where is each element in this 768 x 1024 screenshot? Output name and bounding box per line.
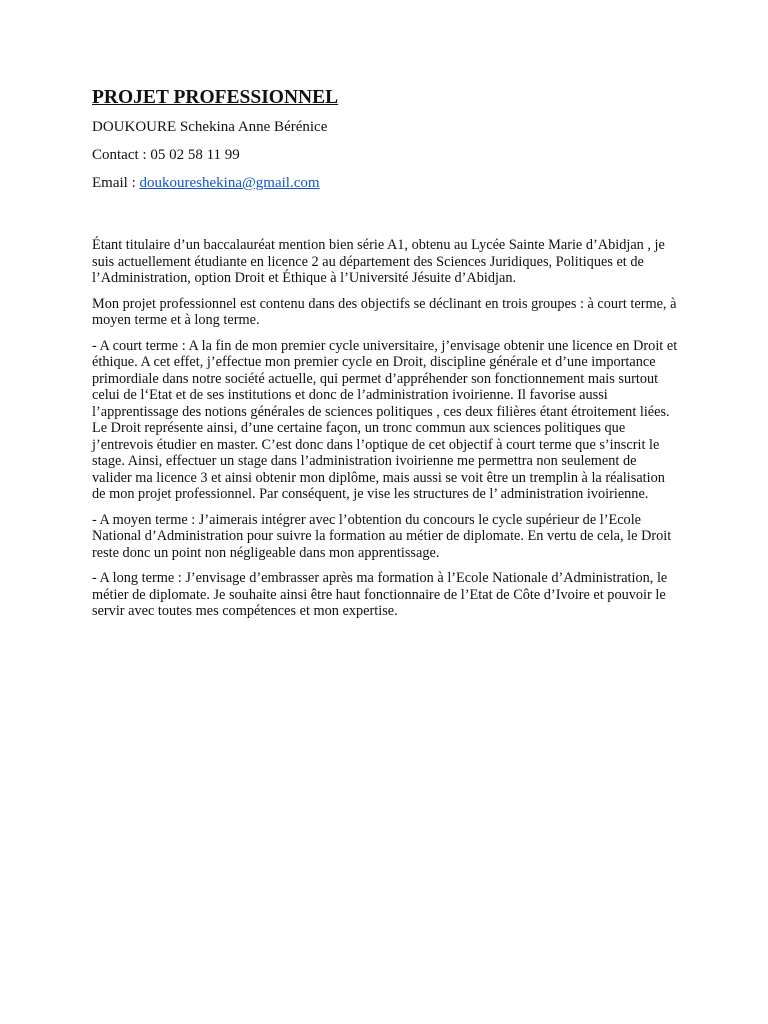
paragraph-long-term: - A long terme : J’envisage d’embrasser après ma formation à l’Ecole Nationale d’Administration, le métier de diplomate. Je souhaite ainsi être haut fonctionnaire de l’Etat de Côte d’Ivoire et pouvoir le servir avec toutes mes compétences et mon expertise.	[92, 570, 668, 619]
email-label: Email :	[92, 175, 140, 191]
document-page	[92, 86, 678, 629]
paragraph-objectives: Mon projet professionnel est contenu dans des objectifs se déclinant en trois groupes : à court terme, à moyen terme et à long terme.	[92, 295, 677, 328]
author-name: DOUKOURE Schekina Anne Bérénice	[92, 119, 328, 135]
paragraph-intro: Étant titulaire d’un baccalauréat mention bien série A1, obtenu au Lycée Sainte Marie d’Abidjan , je suis actuellement étudiante en licence 2 au département des Sciences Juridiques, Politiques et de l’Administration, option Droit et Éthique à l’Université Jésuite d’Abidjan.	[92, 237, 665, 286]
paragraph-medium-term: - A moyen terme : J’aimerais intégrer avec l’obtention du concours le cycle supérieur de l’Ecole National d’Administration pour suivre la formation au métier de diplomate. En vertu de cela, le Droit reste donc un point non négligeable dans mon apprentissage.	[92, 511, 672, 561]
contact-line: Contact : 05 02 58 11 99	[92, 147, 240, 163]
paragraph-short-term: - A court terme : A la fin de mon premier cycle universitaire, j’envisage obtenir une licence en Droit et éthique. A cet effet, j’effectue mon premier cycle en Droit, discipline générale et d’une importance primordiale dans notre société actuelle, qui permet d’appréhender son fonctionnement mais surtout celui de l‘Etat et de ses institutions et donc de l’administration ivoirienne. Il favorise aussi l’apprentissage des notions générales de sciences politiques , ces deux filières étant étroitement liées. Le Droit représente ainsi, d’une certaine façon, un tronc commun aux sciences politiques que j’entrevois étudier en master. C’est donc dans l’optique de cet objectif à court terme que s’inscrit le stage. Ainsi, effectuer un stage dans l’administration ivoirienne me permettra non seulement de valider ma licence 3 et ainsi obtenir mon diplôme, mais aussi se voit être un tremplin à la réalisation de mon projet professionnel. Par conséquent, je vise les structures de l’ administration ivoirienne.	[92, 337, 678, 502]
document-title: PROJET PROFESSIONNEL	[92, 87, 339, 108]
email-line	[92, 173, 678, 193]
email-link[interactable]: doukoureshekina@gmail.com	[139, 175, 320, 191]
spacer	[92, 201, 678, 237]
